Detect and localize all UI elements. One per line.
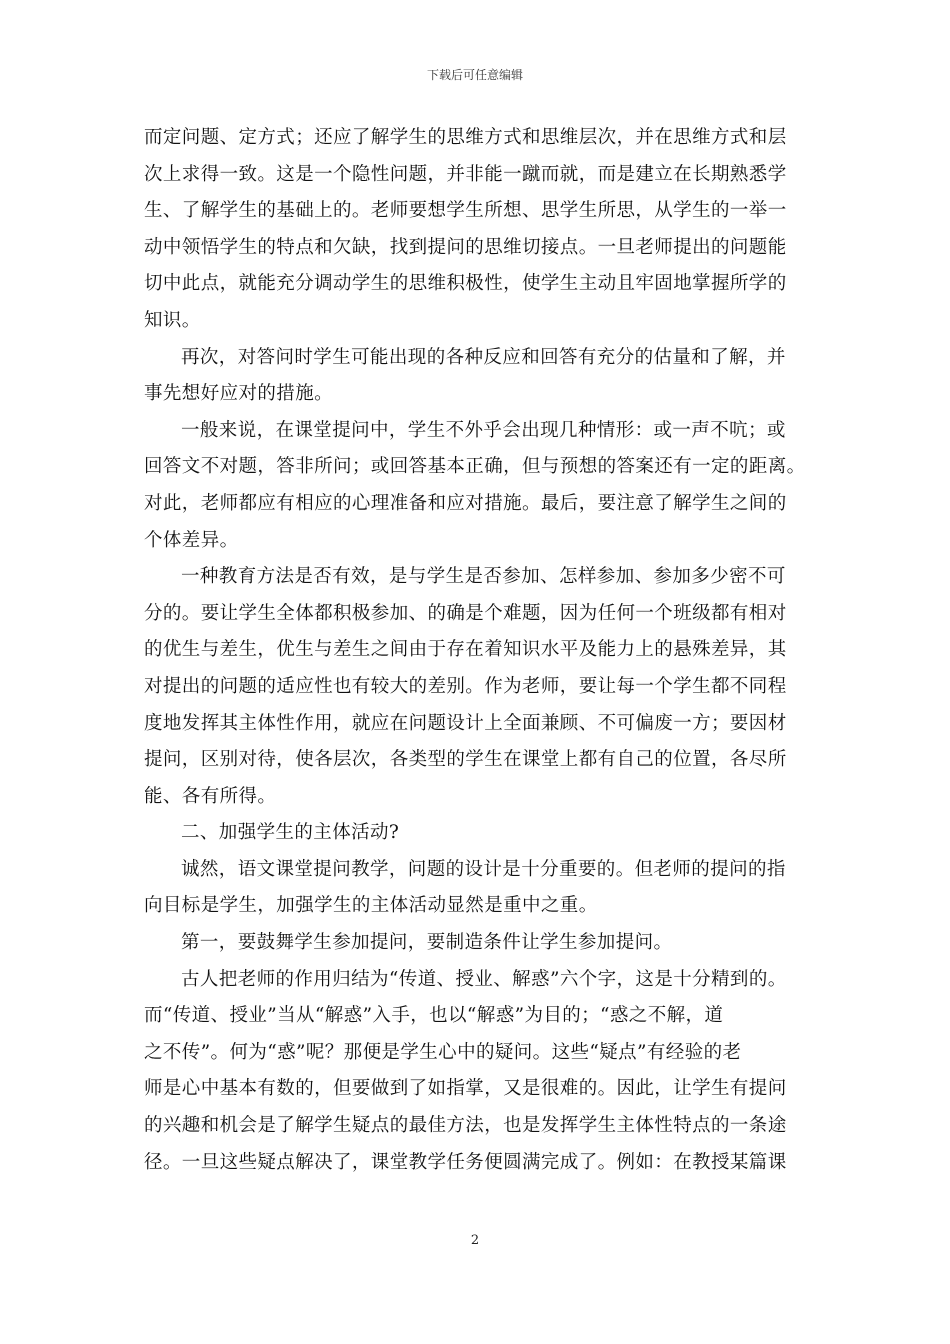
page-header: 下载后可任意编辑 — [426, 68, 523, 82]
text-line: 的优生与差生，优生与差生之间由于存在着知识水平及能力上的悬殊差异，其 — [144, 639, 787, 661]
text-line: 诚然，语文课堂提问教学，问题的设计是十分重要的。但老师的提问的指 — [181, 858, 786, 880]
text-line: 分的。要让学生全体都积极参加、的确是个难题，因为任何一个班级都有相对 — [144, 602, 787, 624]
text-line: 生、了解学生的基础上的。老师要想学生所想、思学生所思，从学生的一举一 — [144, 200, 787, 222]
document-body — [144, 120, 808, 1181]
text-line: 动中领悟学生的特点和欠缺，找到提问的思维切接点。一旦老师提出的问题能 — [144, 236, 787, 258]
text-line: 个体差异。 — [144, 529, 239, 551]
text-line: 切中此点，就能充分调动学生的思维积极性，使学生主动且牢固地掌握所学的 — [144, 273, 787, 295]
text-line: 对此，老师都应有相应的心理准备和应对措施。最后，要注意了解学生之间的 — [144, 492, 787, 514]
text-line: 之不传”。何为“惑”呢？那便是学生心中的疑问。这些“疑点”有经验的老 — [144, 1041, 742, 1063]
text-line: 而定问题、定方式；还应了解学生的思维方式和思维层次，并在思维方式和层 — [144, 127, 787, 148]
text-line: 第一，要鼓舞学生参加提问，要制造条件让学生参加提问。 — [181, 932, 673, 954]
text-line: 回答文不对题，答非所问；或回答基本正确，但与预想的答案还有一定的距离。 — [144, 456, 806, 478]
page-number: 2 — [470, 1233, 480, 1248]
text-line: 次上求得一致。这是一个隐性问题，并非能一蹴而就，而是建立在长期熟悉学 — [144, 163, 787, 185]
text-line: 师是心中基本有数的，但要做到了如指掌，又是很难的。因此，让学生有提问 — [144, 1078, 787, 1100]
text-line: 二、加强学生的主体活动? — [181, 822, 400, 844]
text-line: 对提出的问题的适应性也有较大的差别。作为老师，要让每一个学生都不同程 — [144, 675, 787, 697]
text-line: 再次，对答问时学生可能出现的各种反应和回答有充分的估量和了解，并 — [181, 346, 786, 368]
text-line: 向目标是学生，加强学生的主体活动显然是重中之重。 — [144, 895, 598, 917]
text-line: 一种教育方法是否有效，是与学生是否参加、怎样参加、参加多少密不可 — [181, 566, 786, 588]
text-line: 的兴趣和机会是了解学生疑点的最佳方法，也是发挥学生主体性特点的一条途 — [144, 1115, 787, 1137]
text-line: 提问，区别对待，使各层次，各类型的学生在课堂上都有自己的位置，各尽所 — [144, 749, 787, 771]
text-line: 一般来说，在课堂提问中，学生不外乎会出现几种情形：或一声不吭；或 — [181, 419, 786, 441]
text-line: 古人把老师的作用归结为“传道、授业、解惑”六个字，这是十分精到的。 — [181, 968, 787, 990]
text-line: 事先想好应对的措施。 — [144, 383, 334, 405]
text-line: 能、各有所得。 — [144, 785, 277, 807]
text-line: 而“传道、授业”当从“解惑”入手，也以“解惑”为目的；“惑之不解，道 — [144, 1005, 724, 1027]
text-line: 知识。 — [144, 309, 201, 331]
text-line: 度地发挥其主体性作用，就应在问题设计上全面兼顾、不可偏废一方；要因材 — [144, 712, 787, 734]
text-line: 径。一旦这些疑点解决了，课堂教学任务便圆满完成了。例如：在教授某篇课 — [144, 1151, 787, 1173]
